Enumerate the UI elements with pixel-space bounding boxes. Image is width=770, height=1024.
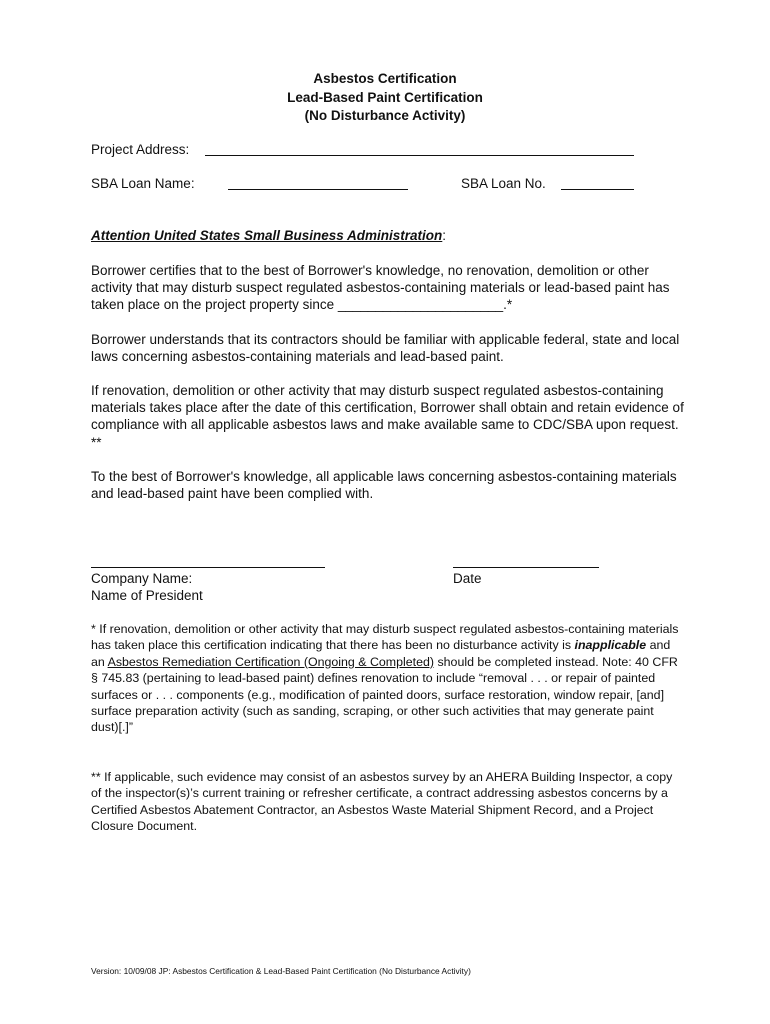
- attention-line: [91, 228, 446, 243]
- inapplicable-emphasis: inapplicable: [574, 638, 647, 653]
- date-signature-line[interactable]: [453, 567, 599, 568]
- sba-loan-no-label: SBA Loan No.: [461, 176, 546, 191]
- company-signature-line[interactable]: [91, 567, 325, 568]
- footnote-1-and: and an: [91, 638, 671, 669]
- certification-paragraph: [91, 262, 691, 314]
- doc-title-asbestos: Asbestos Certification: [313, 71, 457, 86]
- attention-colon: :: [442, 228, 447, 243]
- certification-text: Borrower certifies that to the best of Borrower's knowledge, no renovation, demolition or other activity that may disturb suspect regulated asbestos-containing materials or lead-based paint has taken place on the project property since: [91, 263, 670, 313]
- version-footer: Version: 10/09/08 JP: Asbestos Certification & Lead-Based Paint Certification (No Disturbance Activity): [91, 966, 471, 976]
- company-name-label: Company Name:: [91, 571, 193, 586]
- sba-loan-name-blank[interactable]: [228, 189, 408, 190]
- footnote-double-asterisk: ** If applicable, such evidence may consist of an asbestos survey by an AHERA Building Inspector, a copy of the inspector(s)’s current training or refresher certificate, a contract addressing asbestos concerns by a Certified Asbestos Abatement Contractor, an Asbestos Waste Material Shipment Record, and a Project Closure Document.: [91, 770, 673, 834]
- renovation-paragraph: If renovation, demolition or other activity that may disturb suspect regulated asbestos-containing materials takes place after the date of this certification, Borrower shall obtain and retain evidence of compliance with all applicable asbestos laws and make available same to CDC/SBA upon request. **: [91, 383, 684, 450]
- doc-title-no-disturbance: (No Disturbance Activity): [304, 108, 466, 123]
- footnote-1-intro: * If renovation, demolition or other activity that may disturb suspect regulated asbestos-containing materials has taken place this certification indicating that there has been no disturbance activity is: [91, 622, 679, 653]
- date-label: Date: [453, 571, 482, 586]
- doc-title-lead-paint: Lead-Based Paint Certification: [287, 90, 483, 105]
- sba-loan-no-blank[interactable]: [561, 189, 634, 190]
- project-address-blank[interactable]: [205, 155, 634, 156]
- president-name-label: Name of President: [91, 588, 203, 603]
- remediation-certification-link[interactable]: Asbestos Remediation Certification (Ongoing & Completed): [107, 654, 435, 669]
- footnote-1-rest: should be completed instead. Note: 40 CFR § 745.83 (pertaining to lead-based paint) defines renovation to include “removal . . . or repair of painted surfaces or . . . components (e.g., modification of painted doors, surface restoration, window repair, [and] surface preparation activity (such as sanding, scraping, or other such activities that may generate paint dust)[.]”: [91, 654, 678, 735]
- contractors-paragraph: Borrower understands that its contractors should be familiar with applicable federal, state and local laws concerning asbestos-containing materials and lead-based paint.: [91, 332, 680, 365]
- attention-sba: Attention United States Small Business Administration: [91, 228, 443, 243]
- footnote-single-asterisk: [91, 621, 681, 736]
- project-address-label: Project Address:: [91, 142, 190, 157]
- since-date-blank[interactable]: ______________________.*: [337, 297, 513, 313]
- sba-loan-name-label: SBA Loan Name:: [91, 176, 195, 191]
- compliance-paragraph: To the best of Borrower's knowledge, all applicable laws concerning asbestos-containing materials and lead-based paint have been complied with.: [91, 469, 677, 502]
